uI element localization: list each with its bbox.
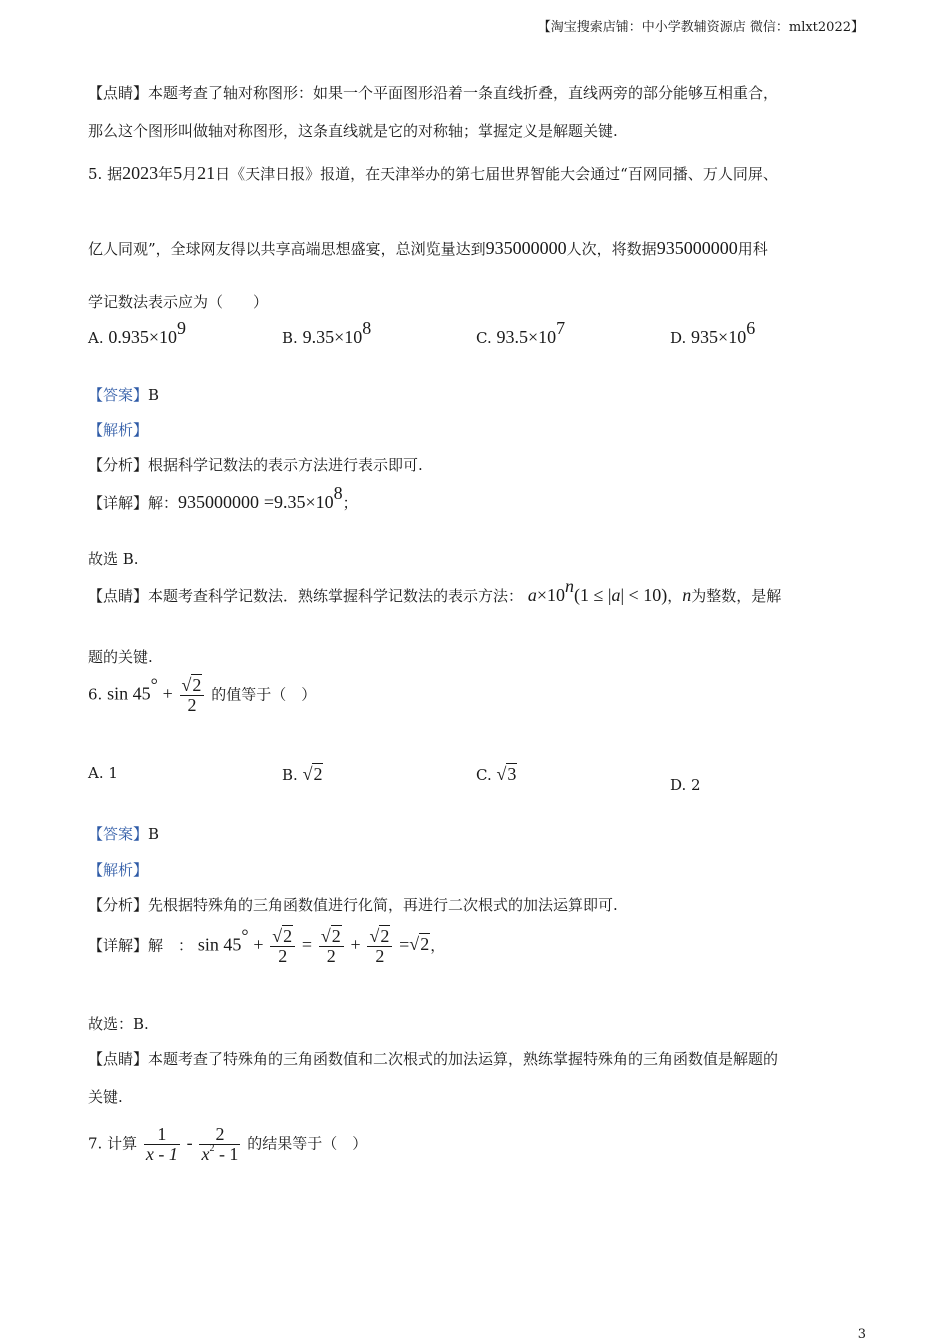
q7-number: 7. bbox=[88, 1134, 103, 1153]
q7-stem: 7. 计算 $\frac{1}{x - 1}$ - $\frac{2}{x^2 - 1}$ 的结果等于（ ） bbox=[88, 1124, 368, 1164]
q5-value-repeat: 935000000 bbox=[656, 238, 738, 258]
q5-number: 5. bbox=[88, 165, 103, 183]
fraction: $\frac{√2}{2}$ bbox=[319, 927, 344, 966]
q5-xiangjie: 【详解】解：$935000000 =9.35\times 10^8$； bbox=[88, 483, 358, 512]
q6-option-a: A. 1 bbox=[88, 764, 118, 782]
q5-option-a: A. $0.935\times 10^9$ bbox=[88, 318, 187, 347]
q6-dianjing-line2: 关键. bbox=[88, 1088, 123, 1106]
q6-guxuan: 故选：B. bbox=[88, 1015, 149, 1033]
q6-dianjing-line1: 【点睛】本题考查了特殊角的三角函数值和二次根式的加法运算，熟练掌握特殊角的三角函数值是解题的 bbox=[88, 1050, 779, 1068]
q5-stem-line3: 学记数法表示应为（ ） bbox=[88, 293, 269, 311]
dianjing-text: 本题考查了轴对称图形：如果一个平面图形沿着一条直线折叠，直线两旁的部分能够互相重合， bbox=[148, 84, 779, 102]
q6-analysis-tag: 【解析】 bbox=[88, 861, 149, 879]
q4-dianjing-line2: 那么这个图形叫做轴对称图形，这条直线就是它的对称轴；掌握定义是解题关键. bbox=[88, 122, 618, 140]
fraction: $\frac{√2}{2}$ bbox=[367, 927, 392, 966]
q6-option-c: C. √3 bbox=[476, 764, 517, 784]
q4-dianjing-line1 bbox=[88, 82, 778, 103]
q5-stem-line2: 亿人同观”，全球网友得以共享高端思想盛宴，总浏览量达到935000000人次，将数据935000000用科 bbox=[88, 238, 768, 258]
q5-year: 2023 bbox=[122, 163, 159, 183]
q5-stem-line1: 5. 据2023年5月21日《天津日报》报道，在天津举办的第七届世界智能大会通过“百网同播、万人同屏、 bbox=[88, 163, 778, 183]
q6-stem: 6. sin 45° + $\frac{√2}{2}$ 的值等于（ ） bbox=[88, 674, 317, 715]
q5-dianjing-line2: 题的关键. bbox=[88, 648, 153, 666]
q5-option-b: B. $9.35\times 10^8$ bbox=[282, 318, 372, 347]
q6-fenxi: 【分析】先根据特殊角的三角函数值进行化简，再进行二次根式的加法运算即可. bbox=[88, 896, 618, 914]
page-header: 【淘宝搜索店铺：中小学教辅资源店 微信：mlxt2022】 bbox=[537, 20, 864, 35]
q5-day: 21 bbox=[197, 163, 216, 183]
q5-option-c: C. $93.5\times 10^7$ bbox=[476, 318, 566, 347]
q5-value: 935000000 bbox=[485, 238, 567, 258]
q6-option-b: B. √2 bbox=[282, 764, 323, 784]
answer-tag: 【答案】 bbox=[88, 386, 149, 404]
q6-option-d: D. 2 bbox=[670, 776, 701, 794]
q6-xiangjie: 【详解】解 ： sin 45° + $\frac{√2}{2}$ = $\frac{√2}{2}$ + $\frac{√2}{2}$ =√2， bbox=[88, 925, 446, 966]
fraction: $\frac{1}{x - 1}$ bbox=[145, 1124, 178, 1164]
q5-dianjing-line1: 【点睛】本题考查科学记数法．熟练掌握科学记数法的表示方法： $a\times 10^n(1 \le |a| < 10)$，n为整数，是解 bbox=[88, 576, 782, 605]
q5-fenxi: 【分析】根据科学记数法的表示方法进行表示即可. bbox=[88, 456, 423, 474]
fraction: $\frac{√2}{2}$ bbox=[180, 676, 205, 715]
q5-analysis-tag: 【解析】 bbox=[88, 421, 149, 439]
page-number: 3 bbox=[857, 1327, 866, 1342]
dianjing-tag: 【点睛】 bbox=[88, 84, 149, 102]
q5-option-d: D. $935\times 10^6$ bbox=[670, 318, 756, 347]
q6-answer: 【答案】B bbox=[88, 825, 160, 843]
q6-number: 6. bbox=[88, 685, 103, 704]
q5-guxuan: 故选 B. bbox=[88, 550, 139, 568]
q5-month: 5 bbox=[173, 163, 183, 183]
fraction: $\frac{2}{x^2 - 1}$ bbox=[201, 1124, 239, 1164]
fraction: $\frac{√2}{2}$ bbox=[270, 927, 295, 966]
q5-answer: 【答案】B bbox=[88, 386, 160, 404]
